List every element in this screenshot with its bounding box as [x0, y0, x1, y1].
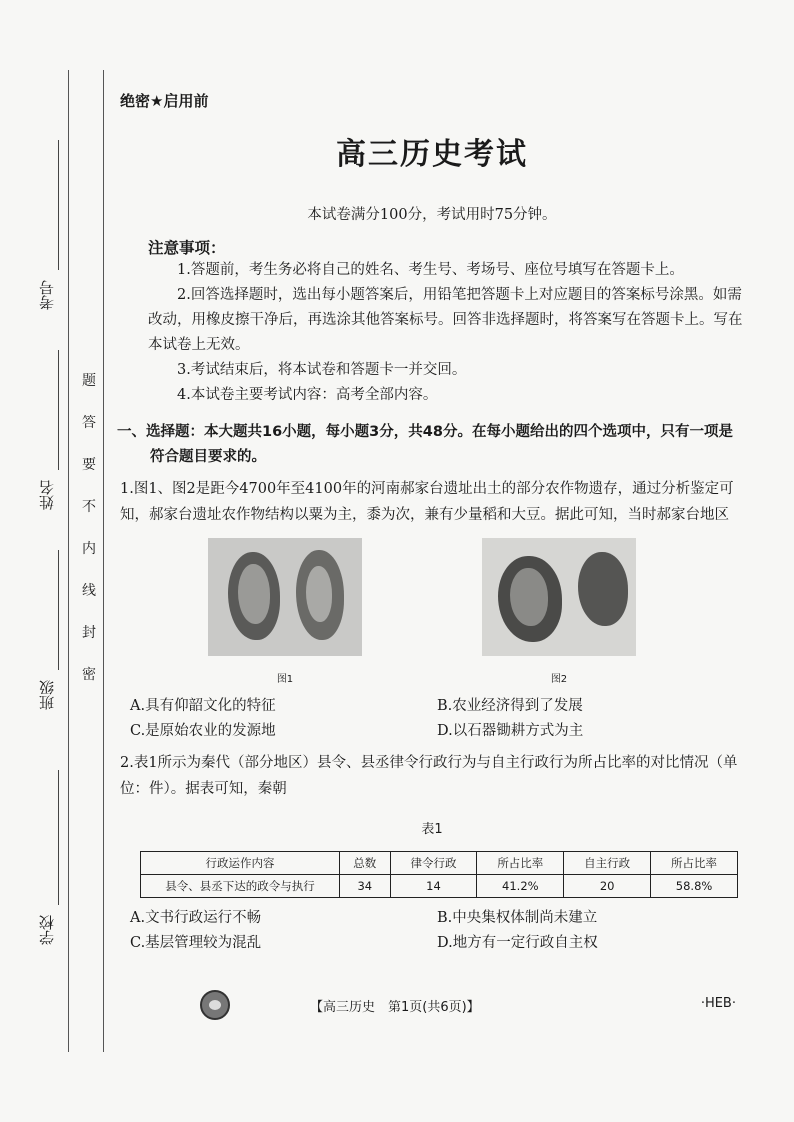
table-header: 总数 [340, 852, 391, 875]
option: B.中央集权体制尚未建立 [437, 910, 598, 926]
binding-label-name: 姓名 [38, 480, 56, 510]
table-title: 表1 [421, 822, 443, 837]
section-heading-line2: 符合题目要求的。 [150, 449, 266, 465]
exam-title: 高三历史考试 [336, 137, 528, 172]
option: C.是原始农业的发源地 [130, 723, 276, 739]
table-header: 自主行政 [564, 852, 651, 875]
exam-no-blank [58, 140, 59, 270]
secret-mark: 绝密★启用前 [120, 92, 209, 110]
binding-line [103, 70, 104, 1052]
option: A.具有仰韶文化的特征 [130, 698, 276, 714]
notice-item: 4.本试卷主要考试内容：高考全部内容。 [177, 387, 438, 403]
table-cell: 县令、县丞下达的政令与执行 [141, 875, 340, 898]
question-1-stem: 1.图1、图2是距今4700年至4100年的河南郝家台遗址出土的部分农作物遗存，通过分析鉴定可知，郝家台遗址农作物结构以粟为主，黍为次，兼有少量稻和大豆。据此可知，当时郝家台地区 [120, 481, 734, 523]
crop-remains-photo-1 [208, 538, 362, 656]
section-heading [117, 420, 744, 470]
binding-label-class: 班级 [38, 680, 56, 710]
table-header: 行政运作内容 [141, 852, 340, 875]
notice-item: 2.回答选择题时，选出每小题答案后，用铅笔把答题卡上对应题目的答案标号涂黑。如需改动，用橡皮擦干净后，再选涂其他答案标号。回答非选择题时，将答案写在答题卡上。写在本试卷上无效。 [148, 287, 743, 353]
table-cell: 58.8% [651, 875, 738, 898]
table-cell: 34 [340, 875, 391, 898]
question-2-table [140, 851, 738, 898]
school-blank [58, 770, 59, 905]
table-header: 律令行政 [390, 852, 477, 875]
figure-1-caption: 图1 [276, 674, 294, 685]
binding-label-exam-no: 考号 [38, 280, 56, 310]
exam-content [117, 90, 744, 956]
figure-2-caption: 图2 [550, 674, 568, 685]
notice-item: 1.答题前，考生务必将自己的姓名、考生号、考场号、座位号填写在答题卡上。 [177, 262, 684, 278]
footer-page-info: 【高三历史 第1页(共6页)】 [310, 1000, 480, 1015]
table-header-row [141, 852, 738, 875]
exam-subtitle: 本试卷满分100分，考试用时75分钟。 [307, 207, 557, 223]
option: A.文书行政运行不畅 [130, 910, 262, 926]
question-1-options [120, 694, 744, 744]
table-cell: 41.2% [477, 875, 564, 898]
binding-label-school: 学校 [38, 915, 56, 945]
option: D.以石器锄耕方式为主 [437, 723, 584, 739]
section-heading-line1: 一、选择题：本大题共16小题，每小题3分，共48分。在每小题给出的四个选项中，只有一项是 [117, 424, 733, 440]
notice-item: 3.考试结束后，将本试卷和答题卡一并交回。 [177, 362, 467, 378]
notice-list [148, 258, 744, 408]
option: B.农业经济得到了发展 [437, 698, 583, 714]
binding-line [68, 70, 69, 1052]
notice-title: 注意事项： [148, 239, 226, 257]
figure-2 [482, 538, 636, 685]
table-cell: 14 [390, 875, 477, 898]
seal-line-text: 题 答 要 不 内 线 封 密 [82, 373, 96, 683]
class-blank [58, 550, 59, 670]
footer-code: ·HEB· [700, 996, 736, 1011]
figure-1 [208, 538, 362, 685]
table-cell: 20 [564, 875, 651, 898]
crop-remains-photo-2 [482, 538, 636, 656]
name-blank [58, 350, 59, 470]
option: D.地方有一定行政自主权 [437, 935, 598, 951]
publisher-logo [200, 990, 230, 1020]
table-header: 所占比率 [477, 852, 564, 875]
option: C.基层管理较为混乱 [130, 935, 262, 951]
question-2-stem: 2.表1所示为秦代（部分地区）县令、县丞律令行政行为与自主行政行为所占比率的对比情况（单位：件）。据表可知，秦朝 [120, 755, 738, 797]
table-row [141, 875, 738, 898]
question-2-options [120, 906, 744, 956]
question-1-figures [120, 538, 744, 698]
table-header: 所占比率 [651, 852, 738, 875]
